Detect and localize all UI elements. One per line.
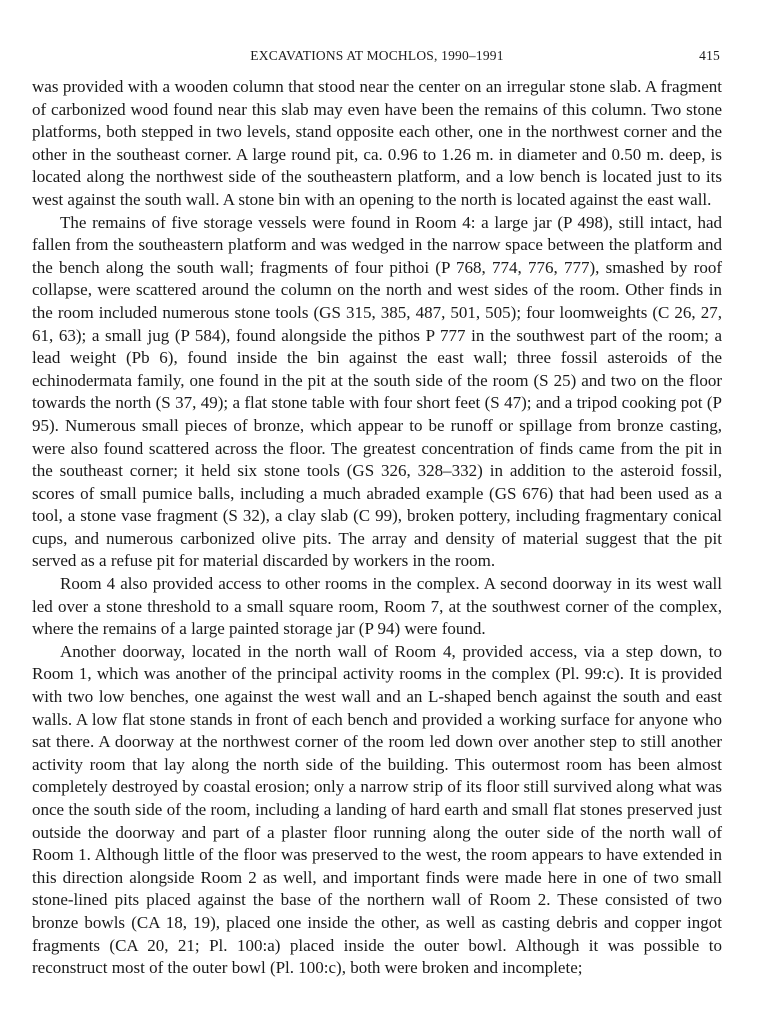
paragraph-room-1-doorway: Another doorway, located in the north wall of Room 4, provided access, via a step down, to Room 1, which was another of the principal activity rooms in the complex (Pl. 99:c). It is provided with two low benches, one against the west wall and an L-shaped bench against the south and east walls. A low flat stone stands in front of each bench and provided a working surface for anyone who sat there. A doorway at the northwest corner of the room led down over another step to still another activity room that lay along the north side of the building. This outermost room has been almost completely destroyed by coastal erosion; only a narrow strip of its floor still survived along what was once the south side of the room, including a landing of hard earth and small flat stones preserved just outside the doorway and part of a plaster floor running along the outer side of the north wall of Room 1. Although little of the floor was preserved to the west, the room appears to have extended in this direction alongside Room 2 as well, and important finds were made here in one of two small stone-lined pits placed against the base of the northern wall of Room 2. These consisted of two bronze bowls (CA 18, 19), placed one inside the other, as well as casting debris and copper ingot fragments (CA 20, 21; Pl. 100:a) placed inside the outer bowl. Although it was possible to reconstruct most of the outer bowl (Pl. 100:c), both were broken and incomplete; <box>32 641 722 978</box>
page-number: 415 <box>699 48 720 63</box>
paragraph-room-4-continued: was provided with a wooden column that stood near the center on an irregular stone slab. A fragment of carbonized wood found near this slab may even have been the remains of this column. Two stone platforms, both stepped in two levels, stand opposite each other, one in the northwest corner and the other in the southeast corner. A large round pit, ca. 0.96 to 1.26 m. in diameter and 0.50 m. deep, is located along the northwest side of the southeastern platform, and a low bench is located just to its west against the south wall. A stone bin with an opening to the north is located against the east wall. <box>32 77 722 209</box>
running-title: EXCAVATIONS AT MOCHLOS, 1990–1991 <box>250 48 504 63</box>
article-body <box>32 76 722 980</box>
paragraph-room-7-access: Room 4 also provided access to other rooms in the complex. A second doorway in its west wall led over a stone threshold to a small square room, Room 7, at the southwest corner of the complex, where the remains of a large painted storage jar (P 94) were found. <box>32 574 722 639</box>
paragraph-room-4-finds: The remains of five storage vessels were found in Room 4: a large jar (P 498), still intact, had fallen from the southeastern platform and was wedged in the narrow space between the platform and the bench along the south wall; fragments of four pithoi (P 768, 774, 776, 777), smashed by roof collapse, were scattered around the column on the north and west sides of the room. Other finds in the room included numerous stone tools (GS 315, 385, 487, 501, 505); four loomweights (C 26, 27, 61, 63); a small jug (P 584), found alongside the pithos P 777 in the southwest part of the room; a lead weight (Pb 6), found inside the bin against the east wall; three fossil asteroids of the echinodermata family, one found in the pit at the south side of the room (S 25) and two on the floor towards the north (S 37, 49); a flat stone table with four short feet (S 47); and a tripod cooking pot (P 95). Numerous small pieces of bronze, which appear to be runoff or spillage from bronze casting, were also found scattered across the floor. The greatest concentration of finds came from the pit in the southeast corner; it held six stone tools (GS 326, 328–332) in addition to the asteroid fossil, scores of small pumice balls, including a much abraded example (GS 676) that had been used as a tool, a stone vase fragment (S 32), a clay slab (C 99), broken pottery, including fragmentary conical cups, and numerous carbonized olive pits. The array and density of material suggest that the pit served as a refuse pit for material discarded by workers in the room. <box>32 212 722 571</box>
running-head <box>32 48 722 70</box>
